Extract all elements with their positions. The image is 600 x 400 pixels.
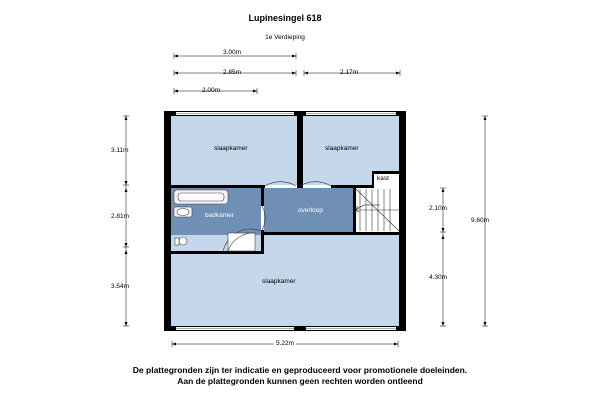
dim-top-300: 3.00m xyxy=(223,49,242,56)
disclaimer-line-1: De plattegronden zijn ter indicatie en geproduceerd voor promotionele doeleinden. xyxy=(132,365,468,375)
floor-subtitle: 1e Verdieping xyxy=(265,34,305,41)
dim-top-285: 2.85m xyxy=(223,69,242,76)
label-overloop: overloop xyxy=(298,207,323,214)
dim-left-311: 3.11m xyxy=(111,147,129,154)
label-slaapkamer-bottom: slaapkamer xyxy=(262,278,296,285)
dim-right-960: 9.60m xyxy=(471,217,490,224)
dim-right-210: 2.10m xyxy=(429,205,448,212)
label-slaapkamer-top-left: slaapkamer xyxy=(214,145,248,152)
dim-right-430: 4.30m xyxy=(429,274,448,281)
dim-top-217: 2.17m xyxy=(340,69,359,76)
dim-top-200: 2.00m xyxy=(202,87,221,94)
dim-bottom-522: 5.22m xyxy=(276,340,295,347)
dim-left-281: 2.81m xyxy=(111,213,130,220)
disclaimer-line-2: Aan de plattegronden kunnen geen rechten worden ontleend xyxy=(177,376,423,386)
toilet-icon xyxy=(179,237,187,245)
dim-left-354: 3.54m xyxy=(111,283,130,290)
page-title: Lupinesingel 618 xyxy=(248,13,322,23)
label-badkamer: badkamer xyxy=(205,212,234,219)
label-slaapkamer-top-right: slaapkamer xyxy=(325,145,359,152)
label-kast: kast xyxy=(377,175,389,182)
